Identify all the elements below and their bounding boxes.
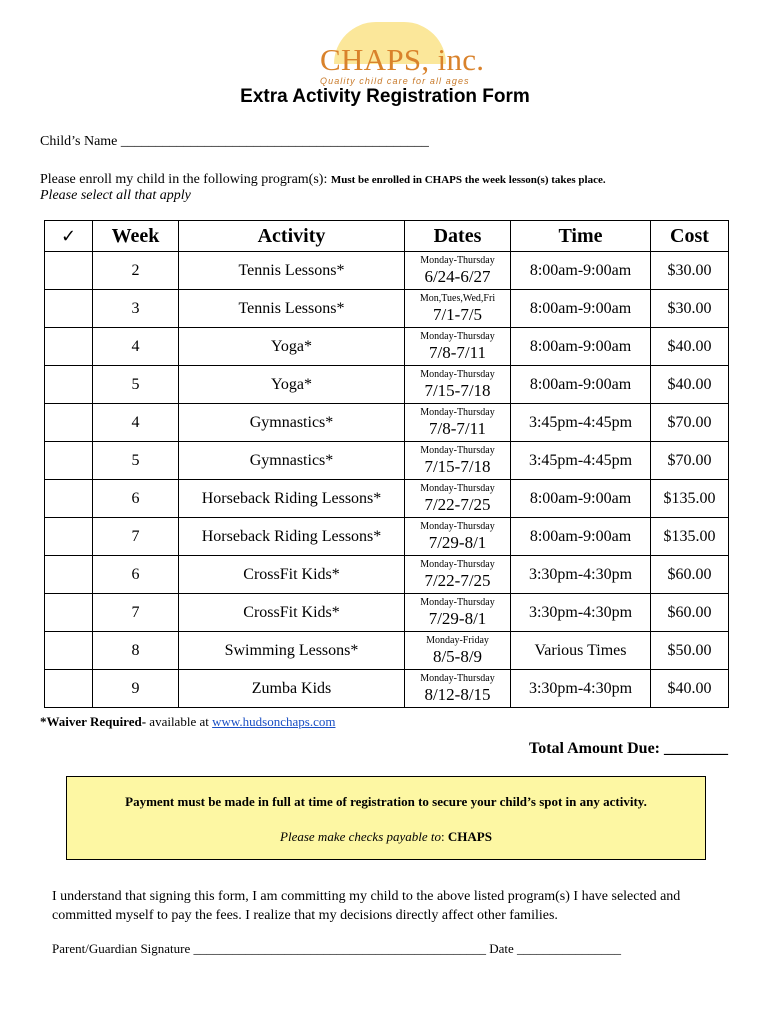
select-checkbox-cell[interactable] [45, 632, 93, 670]
cost-cell: $30.00 [651, 252, 729, 290]
dates-header: Dates [405, 221, 511, 252]
dates-range: 8/12-8/15 [424, 685, 491, 704]
select-checkbox-cell[interactable] [45, 670, 93, 708]
week-header: Week [93, 221, 179, 252]
payment-requirement: Payment must be made in full at time of registration to secure your child’s spot in any activity. [125, 794, 647, 809]
time-header: Time [511, 221, 651, 252]
dates-cell [405, 404, 511, 442]
dates-days: Monday-Thursday [420, 445, 495, 456]
logo-tagline: Quality child care for all ages [320, 76, 470, 86]
cost-cell: $60.00 [651, 556, 729, 594]
waiver-note [40, 714, 335, 729]
enroll-text: Please enroll my child in the following program(s): [40, 172, 331, 187]
week-cell: 5 [93, 366, 179, 404]
activity-cell: Gymnastics* [179, 442, 405, 480]
dates-days: Mon,Tues,Wed,Fri [419, 293, 496, 304]
cost-cell: $135.00 [651, 518, 729, 556]
dates-range: 7/15-7/18 [424, 457, 491, 476]
time-cell: Various Times [511, 632, 651, 670]
dates-cell [405, 480, 511, 518]
activity-cell: Horseback Riding Lessons* [179, 518, 405, 556]
dates-days: Monday-Thursday [420, 597, 495, 608]
cost-cell: $30.00 [651, 290, 729, 328]
time-cell: 8:00am-9:00am [511, 328, 651, 366]
payment-notice [66, 776, 706, 860]
cost-cell: $135.00 [651, 480, 729, 518]
dates-range: 7/1-7/5 [432, 305, 483, 324]
cost-cell: $70.00 [651, 404, 729, 442]
check-payable-line [67, 829, 705, 845]
week-cell: 7 [93, 518, 179, 556]
select-checkbox-cell[interactable] [45, 366, 93, 404]
activity-cell: Zumba Kids [179, 670, 405, 708]
select-checkbox-cell[interactable] [45, 480, 93, 518]
select-checkbox-cell[interactable] [45, 328, 93, 366]
dates-range: 8/5-8/9 [432, 647, 483, 666]
dates-cell [405, 366, 511, 404]
child-name-field[interactable]: Child’s Name ____________________________________________ [40, 134, 429, 149]
cost-cell: $40.00 [651, 328, 729, 366]
dates-cell [405, 518, 511, 556]
table-row [45, 480, 729, 518]
dates-cell [405, 442, 511, 480]
dates-days: Monday-Thursday [420, 369, 495, 380]
time-cell: 3:45pm-4:45pm [511, 404, 651, 442]
dates-range: 7/22-7/25 [424, 571, 491, 590]
select-checkbox-cell[interactable] [45, 252, 93, 290]
time-cell: 8:00am-9:00am [511, 366, 651, 404]
dates-cell [405, 556, 511, 594]
week-cell: 2 [93, 252, 179, 290]
waiver-label: *Waiver Required- [40, 714, 147, 729]
dates-cell [405, 594, 511, 632]
waiver-link[interactable]: www.hudsonchaps.com [212, 714, 336, 729]
table-row [45, 556, 729, 594]
time-cell: 3:45pm-4:45pm [511, 442, 651, 480]
table-row [45, 328, 729, 366]
cost-cell: $40.00 [651, 670, 729, 708]
dates-days: Monday-Thursday [420, 521, 495, 532]
activity-header: Activity [179, 221, 405, 252]
table-row [45, 252, 729, 290]
payable-to-label: Please make checks payable to [280, 829, 442, 844]
dates-range: 7/22-7/25 [424, 495, 491, 514]
activity-cell: Horseback Riding Lessons* [179, 480, 405, 518]
select-checkbox-cell[interactable] [45, 442, 93, 480]
time-cell: 3:30pm-4:30pm [511, 556, 651, 594]
week-cell: 9 [93, 670, 179, 708]
week-cell: 6 [93, 556, 179, 594]
activity-cell: CrossFit Kids* [179, 594, 405, 632]
signature-date-line[interactable]: Parent/Guardian Signature _____________________________________________ Date ________________ [52, 941, 622, 956]
logo-name: CHAPS, inc. [320, 42, 485, 77]
dates-cell [405, 670, 511, 708]
dates-days: Monday-Thursday [420, 255, 495, 266]
dates-cell [405, 252, 511, 290]
dates-range: 7/8-7/11 [429, 419, 486, 438]
dates-range: 7/8-7/11 [429, 343, 486, 362]
cost-cell: $40.00 [651, 366, 729, 404]
time-cell: 8:00am-9:00am [511, 480, 651, 518]
week-cell: 7 [93, 594, 179, 632]
select-checkbox-cell[interactable] [45, 290, 93, 328]
activity-cell: Tennis Lessons* [179, 290, 405, 328]
chaps-logo [300, 20, 485, 86]
dates-range: 7/29-8/1 [428, 533, 487, 552]
time-cell: 8:00am-9:00am [511, 252, 651, 290]
activity-cell: CrossFit Kids* [179, 556, 405, 594]
dates-range: 7/15-7/18 [424, 381, 491, 400]
dates-days: Monday-Thursday [420, 331, 495, 342]
dates-cell [405, 328, 511, 366]
dates-days: Monday-Friday [426, 635, 489, 646]
waiver-text: available at [146, 714, 213, 729]
time-cell: 3:30pm-4:30pm [511, 594, 651, 632]
dates-cell [405, 290, 511, 328]
checkmark-header-icon: ✓ [45, 221, 93, 252]
activity-cell: Tennis Lessons* [179, 252, 405, 290]
table-row [45, 670, 729, 708]
select-all-instruction: Please select all that apply [40, 188, 191, 203]
table-header-row [45, 221, 729, 252]
table-row [45, 290, 729, 328]
time-cell: 8:00am-9:00am [511, 290, 651, 328]
table-row [45, 632, 729, 670]
payee-name: CHAPS [447, 829, 492, 844]
select-checkbox-cell[interactable] [45, 556, 93, 594]
dates-days: Monday-Thursday [420, 673, 495, 684]
activity-cell: Gymnastics* [179, 404, 405, 442]
table-row [45, 518, 729, 556]
activity-cell: Yoga* [179, 328, 405, 366]
dates-days: Monday-Thursday [420, 407, 495, 418]
week-cell: 6 [93, 480, 179, 518]
agreement-text: I understand that signing this form, I am committing my child to the above listed program(s) I have selected and committed myself to pay the fees. I realize that my decisions directly affect other families. [52, 889, 681, 923]
dates-days: Monday-Thursday [420, 559, 495, 570]
week-cell: 4 [93, 328, 179, 366]
cost-cell: $50.00 [651, 632, 729, 670]
dates-days: Monday-Thursday [420, 483, 495, 494]
dates-range: 6/24-6/27 [424, 267, 491, 286]
table-row [45, 442, 729, 480]
time-cell: 8:00am-9:00am [511, 518, 651, 556]
table-row [45, 366, 729, 404]
enroll-instructions [40, 172, 606, 188]
payable-separator: : [441, 829, 448, 844]
programs-table [44, 220, 729, 708]
select-checkbox-cell[interactable] [45, 404, 93, 442]
total-amount-due[interactable]: Total Amount Due: ________ [529, 740, 728, 757]
dates-range: 7/29-8/1 [428, 609, 487, 628]
form-title: Extra Activity Registration Form [240, 86, 530, 107]
week-cell: 8 [93, 632, 179, 670]
select-checkbox-cell[interactable] [45, 594, 93, 632]
week-cell: 3 [93, 290, 179, 328]
activity-cell: Swimming Lessons* [179, 632, 405, 670]
enroll-note: Must be enrolled in CHAPS the week lesson(s) takes place. [330, 174, 606, 186]
dates-cell [405, 632, 511, 670]
select-checkbox-cell[interactable] [45, 518, 93, 556]
cost-cell: $70.00 [651, 442, 729, 480]
week-cell: 5 [93, 442, 179, 480]
activity-cell: Yoga* [179, 366, 405, 404]
table-row [45, 404, 729, 442]
table-row [45, 594, 729, 632]
time-cell: 3:30pm-4:30pm [511, 670, 651, 708]
cost-header: Cost [651, 221, 729, 252]
cost-cell: $60.00 [651, 594, 729, 632]
week-cell: 4 [93, 404, 179, 442]
